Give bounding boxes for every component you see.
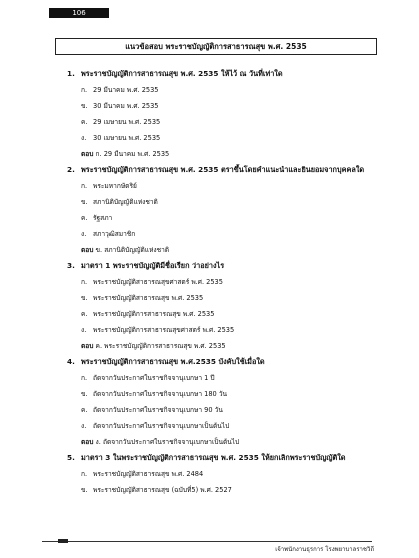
question-number: 1. [67, 69, 75, 78]
question-text: พระราชบัญญัติการสาธารณสุข พ.ศ.2535 บังคับใช้เมื่อใด [81, 357, 265, 366]
option-text: สภานิติบัญญัติแห่งชาติ [93, 198, 158, 206]
option-key: ข. [81, 102, 88, 110]
option-text: รัฐสภา [93, 214, 113, 222]
option-text: พระมหากษัตริย์ [93, 182, 137, 190]
option-key: ง. [81, 134, 87, 142]
answer-line [81, 244, 387, 256]
option-key: ง. [81, 326, 87, 334]
option-key: ก. [81, 86, 88, 94]
question-item [67, 68, 387, 160]
option-text: 30 มีนาคม พ.ศ. 2535 [93, 102, 159, 110]
question-item [67, 164, 387, 256]
option-text: ถัดจากวันประกาศในราชกิจจานุเบกษา 1 ปี [93, 374, 215, 382]
option-text: พระราชบัญญัติสาธารณสุข พ.ศ. 2535 [93, 294, 204, 302]
option-key: ข. [81, 390, 88, 398]
option-text: สภาวุฒิสมาชิก [93, 230, 136, 238]
option-text: พระราชบัญญัติสาธารณสุขศาสตร์ พ.ศ. 2535 [93, 278, 223, 286]
answer-option [81, 228, 387, 240]
answer-option [81, 180, 387, 192]
question-text: พระราชบัญญัติการสาธารณสุข พ.ศ. 2535 ให้ไว้ ณ วันที่เท่าใด [81, 69, 283, 78]
question-item [67, 260, 387, 352]
option-key: ค. [81, 310, 88, 318]
answer-option [81, 212, 387, 224]
option-key: ข. [81, 294, 88, 302]
answer-option [81, 404, 387, 416]
answer-option [81, 100, 387, 112]
footer-marker [58, 539, 68, 543]
answer-option [81, 484, 387, 496]
question-heading [67, 68, 387, 80]
answer-text: ข. สภานิติบัญญัติแห่งชาติ [95, 246, 170, 254]
option-key: ก. [81, 374, 88, 382]
question-heading [67, 164, 387, 176]
option-text: พระราชบัญญัติสาธารณสุข (ฉบับที่5) พ.ศ. 2527 [93, 486, 232, 494]
question-heading [67, 260, 387, 272]
answer-option [81, 84, 387, 96]
answer-option [81, 372, 387, 384]
answer-option [81, 324, 387, 336]
question-heading [67, 356, 387, 368]
answer-line [81, 148, 387, 160]
option-key: ก. [81, 182, 88, 190]
answer-label: ตอบ [81, 150, 94, 158]
answer-label: ตอบ [81, 246, 94, 254]
answer-option [81, 276, 387, 288]
option-key: ก. [81, 278, 88, 286]
answer-line [81, 340, 387, 352]
option-key: ง. [81, 230, 87, 238]
question-number: 5. [67, 453, 75, 462]
option-text: พระราชบัญญัติสาธารณสุข พ.ศ. 2484 [93, 470, 204, 478]
option-text: 29 มีนาคม พ.ศ. 2535 [93, 86, 159, 94]
option-text: พระราชบัญญัติการสาธารณสุข พ.ศ. 2535 [93, 310, 215, 318]
option-key: ข. [81, 486, 88, 494]
question-number: 2. [67, 165, 75, 174]
answer-text: ง. ถัดจากวันประกาศในราชกิจจานุเบกษาเป็นต้นไป [95, 438, 240, 446]
option-key: ค. [81, 406, 88, 414]
question-item [67, 356, 387, 448]
answer-option [81, 388, 387, 400]
option-text: ถัดจากวันประกาศในราชกิจจานุเบกษา 180 วัน [93, 390, 228, 398]
question-text: มาตรา 3 ในพระราชบัญญัติการสาธารณสุข พ.ศ. 2535 ให้ยกเลิกพระราชบัญญัติใด [81, 453, 346, 462]
answer-label: ตอบ [81, 342, 94, 350]
answer-option [81, 308, 387, 320]
answer-option [81, 292, 387, 304]
question-number: 3. [67, 261, 75, 270]
question-list [67, 68, 387, 500]
answer-option [81, 132, 387, 144]
answer-line [81, 436, 387, 448]
question-text: มาตรา 1 พระราชบัญญัติมีชื่อเรียก ว่าอย่างไร [81, 261, 225, 270]
footer-divider [42, 541, 372, 542]
option-text: ถัดจากวันประกาศในราชกิจจานุเบกษา 90 วัน [93, 406, 223, 414]
option-key: ค. [81, 118, 88, 126]
option-text: 30 เมษายน พ.ศ. 2535 [93, 134, 161, 142]
option-text: 29 เมษายน พ.ศ. 2535 [93, 118, 161, 126]
option-text: ถัดจากวันประกาศในราชกิจจานุเบกษาเป็นต้นไป [93, 422, 230, 430]
option-key: ง. [81, 422, 87, 430]
answer-label: ตอบ [81, 438, 94, 446]
option-key: ก. [81, 470, 88, 478]
answer-option [81, 420, 387, 432]
question-number: 4. [67, 357, 75, 366]
question-heading [67, 452, 387, 464]
footer-text: เจ้าพนักงานธุรการ โรงพยาบาลราชวิถี [275, 546, 374, 553]
page-title: แนวข้อสอบ พระราชบัญญัติการสาธารณสุข พ.ศ. 2535 [55, 38, 377, 55]
question-item [67, 452, 387, 496]
answer-text: ค. พระราชบัญญัติการสาธารณสุข พ.ศ. 2535 [95, 342, 226, 350]
answer-option [81, 468, 387, 480]
answer-text: ก. 29 มีนาคม พ.ศ. 2535 [95, 150, 170, 158]
question-text: พระราชบัญญัติการสาธารณสุข พ.ศ. 2535 ตราขึ้นโดยคำแนะนำและยินยอมจากบุคคลใด [81, 165, 365, 174]
option-key: ค. [81, 214, 88, 222]
option-text: พระราชบัญญัติการสาธารณสุขศาสตร์ พ.ศ. 2535 [93, 326, 235, 334]
page-number: 106 [49, 8, 109, 18]
answer-option [81, 116, 387, 128]
answer-option [81, 196, 387, 208]
option-key: ข. [81, 198, 88, 206]
